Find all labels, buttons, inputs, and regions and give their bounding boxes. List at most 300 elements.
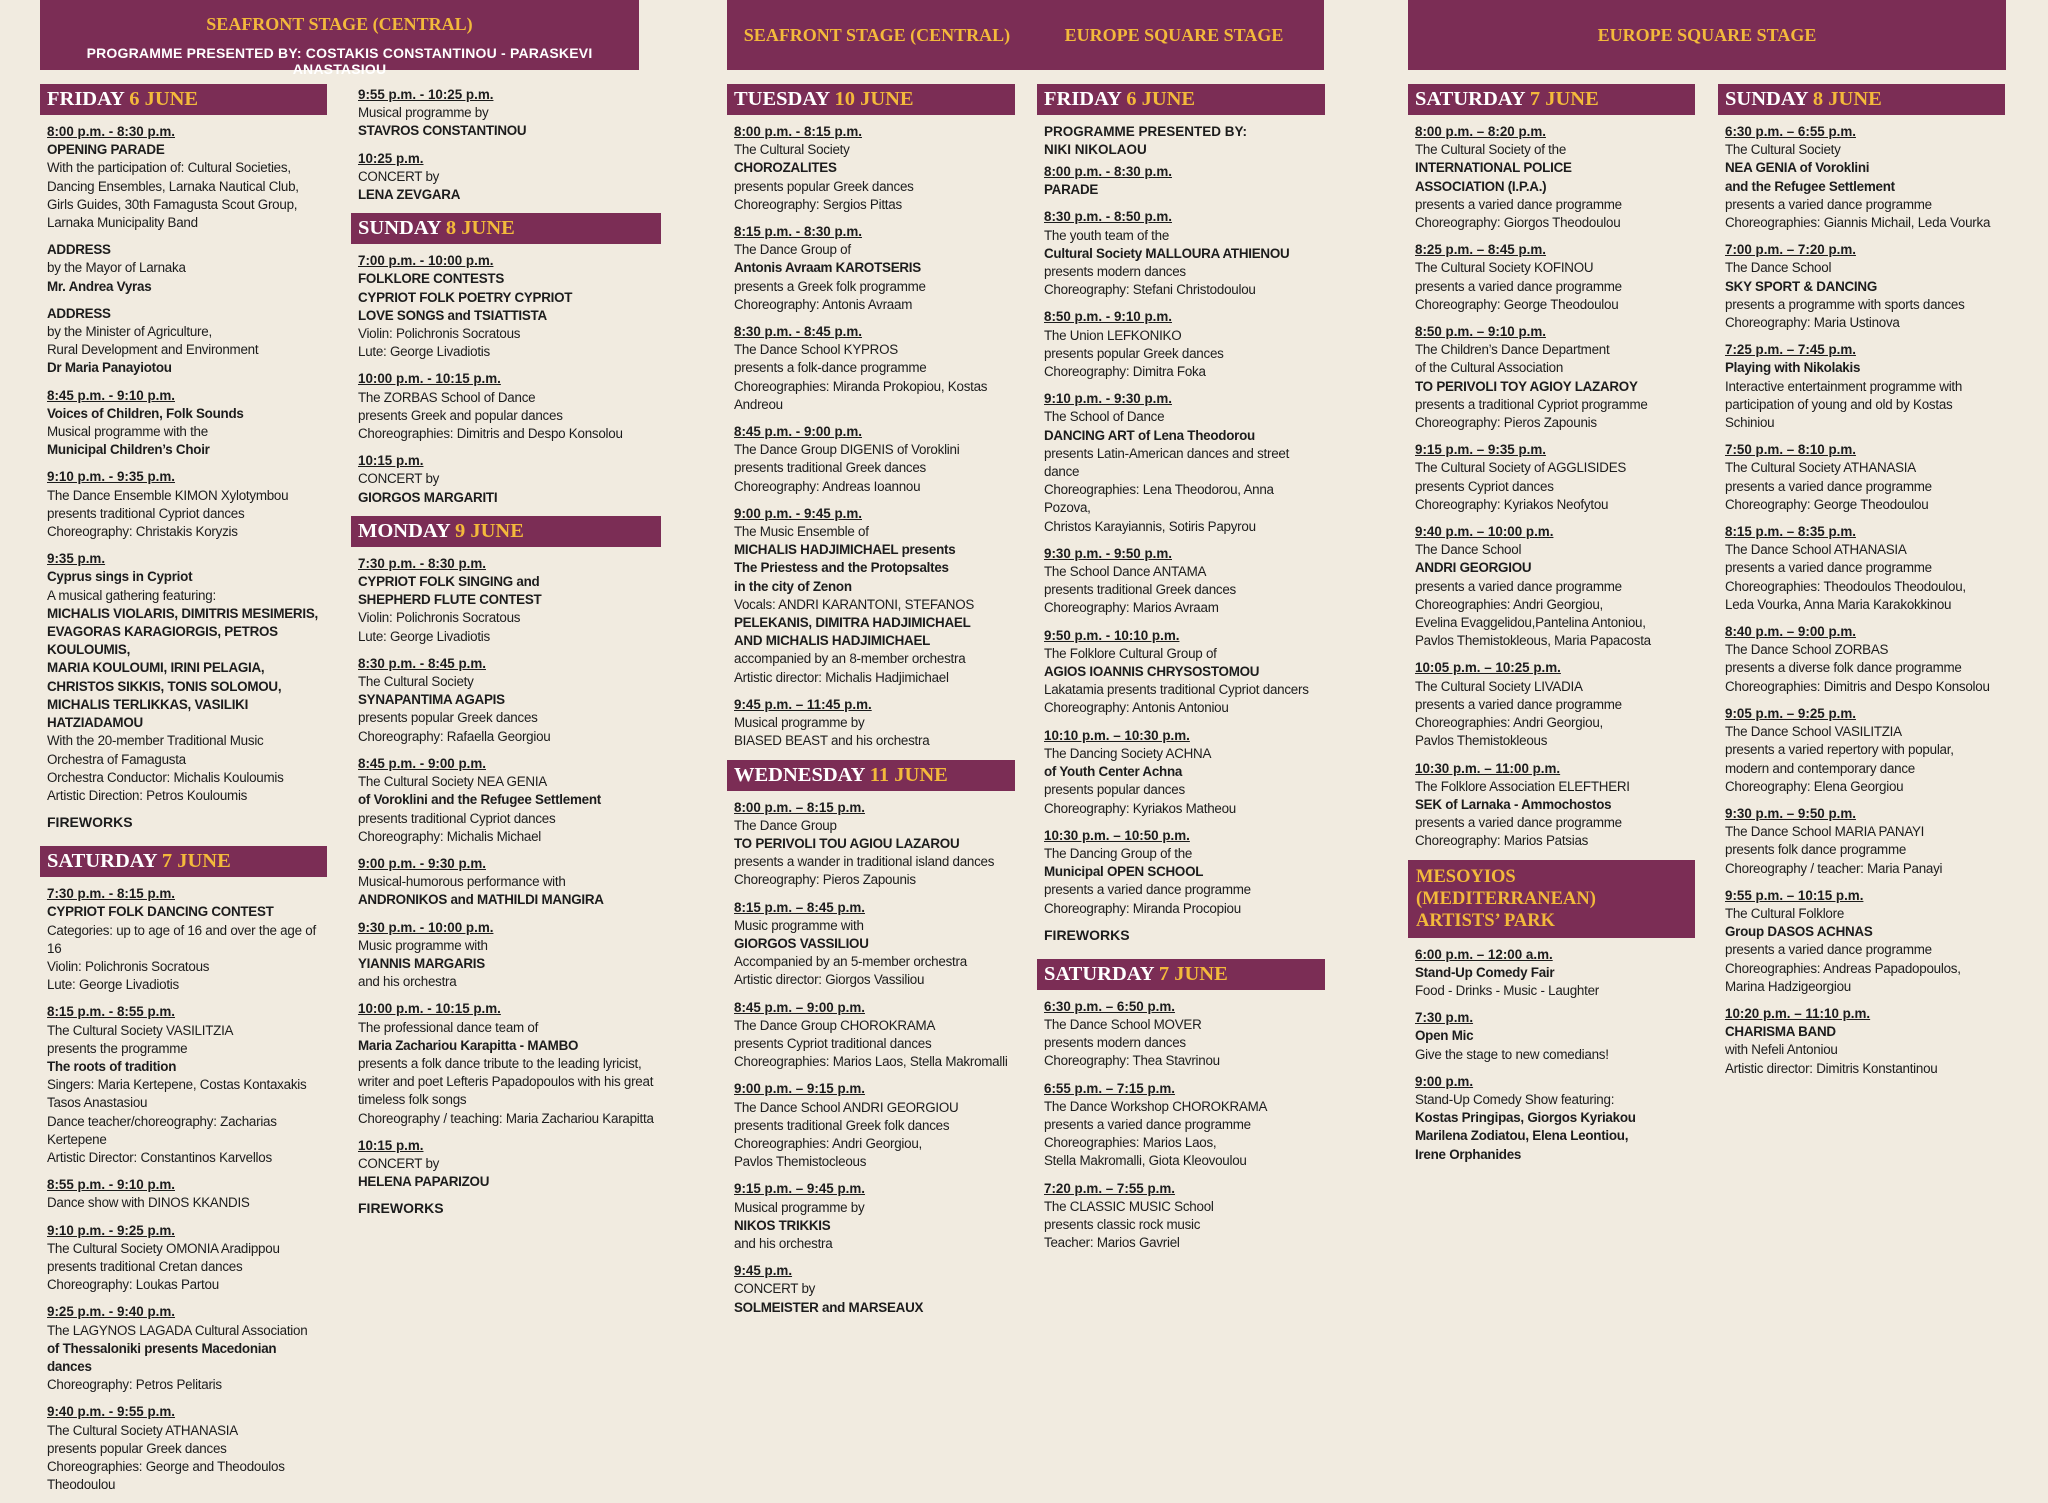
- day-name: WEDNESDAY: [734, 763, 870, 786]
- day-date: 7 JUNE: [1158, 962, 1228, 985]
- event-line: Evelina Evaggelidou,Pantelina Antoniou,: [1415, 615, 1646, 631]
- event-time: 9:25 p.m. - 9:40 p.m.: [47, 1304, 175, 1320]
- event-highlight: of Thessaloniki presents Macedonian dances: [47, 1340, 277, 1374]
- event-highlight: MICHALIS VIOLARIS, DIMITRIS MESIMERIS,: [47, 605, 318, 621]
- fireworks-note: FIREWORKS: [1044, 926, 1130, 943]
- event-time: 9:45 p.m. – 11:45 p.m.: [734, 696, 872, 712]
- event-line: Vocals: ANDRI KARANTONI, STEFANOS: [734, 596, 975, 612]
- event-time: 8:45 p.m. - 9:00 p.m.: [358, 755, 486, 771]
- event-time: 8:45 p.m. - 9:00 p.m.: [734, 424, 862, 440]
- event-line: The Cultural Society LIVADIA: [1415, 678, 1583, 694]
- event-item: [1408, 1009, 1695, 1064]
- day-header: [1037, 84, 1325, 115]
- event-time: 9:10 p.m. - 9:35 p.m.: [47, 469, 175, 485]
- day-name: SUNDAY: [1725, 88, 1813, 110]
- event-time: 10:00 p.m. - 10:15 p.m.: [358, 1001, 501, 1017]
- event-line: presents Greek and popular dances: [358, 407, 563, 423]
- event-line: The Dance School VASILITZIA: [1725, 724, 1902, 740]
- day-date: 6 JUNE: [1126, 88, 1196, 110]
- event-line: Singers: Maria Kertepene, Costas Kontaxakis: [47, 1077, 307, 1093]
- event-time: 9:10 p.m. - 9:30 p.m.: [1044, 391, 1172, 407]
- event-line: Dancing Ensembles, Larnaka Nautical Club,: [47, 178, 299, 194]
- event-item: [1408, 123, 1695, 232]
- event-item: [727, 696, 1015, 751]
- venue-line: MESOYIOS (MEDITERRANEAN): [1416, 866, 1596, 909]
- event-item: [351, 919, 661, 992]
- day-header: [727, 84, 1015, 115]
- schedule-column-6: [1718, 84, 2005, 1087]
- event-time: 9:05 p.m. – 9:25 p.m.: [1725, 705, 1856, 721]
- event-line: Pavlos Themistokleous: [1415, 733, 1548, 749]
- event-line: Choreography: Loukas Partou: [47, 1277, 219, 1293]
- event-highlight: INTERNATIONAL POLICE: [1415, 160, 1572, 176]
- event-item: [1718, 1005, 2005, 1078]
- event-item: [1037, 545, 1325, 618]
- event-item: [40, 1222, 327, 1295]
- day-header: [40, 84, 327, 115]
- event-time: 9:30 p.m. – 9:50 p.m.: [1725, 805, 1856, 821]
- event-line: Choreographies: Lena Theodorou, Anna Pozova,: [1044, 482, 1274, 516]
- event-line: Marina Hadzigeorgiou: [1725, 978, 1852, 994]
- event-line: Music programme with: [734, 917, 864, 933]
- event-line: Artistic director: Dimitris Konstantinou: [1725, 1060, 1938, 1076]
- event-highlight: CYPRIOT FOLK SINGING and: [358, 574, 540, 590]
- event-highlight: Playing with Nikolakis: [1725, 360, 1861, 376]
- event-line: The Cultural Society of the: [1415, 142, 1567, 158]
- event-line: Musical programme with the: [47, 424, 208, 440]
- event-highlight: ANDRONIKOS and MATHILDI MANGIRA: [358, 892, 604, 908]
- event-line: presents a varied dance programme: [1725, 942, 1932, 958]
- event-highlight: Marilena Zodiatou, Elena Leontiou,: [1415, 1128, 1629, 1144]
- event-time: 7:25 p.m. – 7:45 p.m.: [1725, 342, 1856, 358]
- event-time: 8:40 p.m. – 9:00 p.m.: [1725, 624, 1856, 640]
- event-line: Choreographies: Marios Laos,: [1044, 1135, 1217, 1151]
- event-highlight: Open Mic: [1415, 1028, 1474, 1044]
- event-highlight: SEK of Larnaka - Ammochostos: [1415, 796, 1612, 812]
- event-item: [40, 123, 327, 232]
- event-line: presents a varied dance programme: [1415, 696, 1622, 712]
- event-highlight: Municipal Children’s Choir: [47, 442, 210, 458]
- event-line: Musical-humorous performance with: [358, 874, 566, 890]
- event-line: Lute: George Livadiotis: [47, 977, 179, 993]
- event-highlight: of Youth Center Achna: [1044, 764, 1183, 780]
- schedule-column-5: [1408, 84, 1695, 1173]
- event-line: A musical gathering featuring:: [47, 587, 216, 603]
- event-line: The Cultural Society ATHANASIA: [1725, 460, 1916, 476]
- event-time: 8:30 p.m. - 8:50 p.m.: [1044, 209, 1172, 225]
- event-line: Girls Guides, 30th Famagusta Scout Group,: [47, 196, 298, 212]
- event-line: with Nefeli Antoniou: [1725, 1042, 1838, 1058]
- event-time: 8:55 p.m. - 9:10 p.m.: [47, 1177, 175, 1193]
- event-highlight: CYPRIOT FOLK POETRY CYPRIOT: [358, 289, 573, 305]
- event-line: The School of Dance: [1044, 409, 1165, 425]
- day-date: 8 JUNE: [445, 217, 515, 240]
- event-time: 7:00 p.m. – 7:20 p.m.: [1725, 242, 1856, 258]
- event-line: presents a varied dance programme: [1725, 478, 1932, 494]
- event-line: The ZORBAS School of Dance: [358, 389, 536, 405]
- event-highlight: EVAGORAS KARAGIORGIS, PETROS KOULOUMIS,: [47, 624, 278, 658]
- event-time: 9:35 p.m.: [47, 551, 106, 567]
- schedule-column-1: [40, 84, 327, 1503]
- event-time: 8:00 p.m. - 8:30 p.m.: [47, 124, 175, 139]
- event-line: With the participation of: Cultural Societies,: [47, 160, 291, 176]
- event-highlight: PARADE: [1044, 182, 1099, 198]
- event-line: Dance teacher/choreography: Zacharias Kertepene: [47, 1113, 277, 1147]
- stage-banner-europe: [1408, 0, 2006, 70]
- event-line: Choreography: Andreas Ioannou: [734, 478, 921, 494]
- presenters: PROGRAMME PRESENTED BY: COSTAKIS CONSTANTINOU - PARASKEVI ANASTASIOU: [86, 45, 593, 77]
- event-line: presents a wander in traditional island dances: [734, 854, 995, 870]
- event-item: [1037, 1080, 1325, 1171]
- event-line: CONCERT by: [358, 168, 440, 184]
- event-line: presents traditional Cretan dances: [47, 1258, 243, 1274]
- event-time: 9:30 p.m. - 10:00 p.m.: [358, 919, 494, 935]
- event-line: Choreography: Thea Stavrinou: [1044, 1053, 1220, 1069]
- event-line: Choreography: Maria Ustinova: [1725, 315, 1900, 331]
- event-line: The Dance Group DIGENIS of Voroklini: [734, 442, 960, 458]
- event-highlight: MICHALIS HADJIMICHAEL presents: [734, 542, 956, 558]
- event-line: Dance show with DINOS KKANDIS: [47, 1195, 250, 1211]
- day-date: 10 JUNE: [834, 88, 914, 110]
- event-line: Give the stage to new comedians!: [1415, 1046, 1609, 1062]
- stage-banner-seafront-europe: [727, 0, 1324, 70]
- event-time: 7:30 p.m. - 8:30 p.m.: [358, 555, 486, 571]
- event-highlight: DANCING ART of Lena Theodorou: [1044, 427, 1255, 443]
- event-line: Tasos Anastasiou: [47, 1095, 148, 1111]
- event-highlight: MICHALIS TERLIKKAS, VASILIKI HATZIADAMOU: [47, 696, 249, 731]
- event-line: CONCERT by: [734, 1281, 816, 1297]
- event-item: [351, 150, 661, 205]
- event-highlight: SHEPHERD FLUTE CONTEST: [358, 592, 542, 608]
- event-time: 8:50 p.m. - 9:10 p.m.: [1044, 309, 1172, 325]
- event-line: With the 20-member Traditional Music: [47, 733, 264, 749]
- event-line: The Dance School: [1725, 260, 1832, 276]
- event-highlight: GIORGOS VASSILIOU: [734, 935, 869, 951]
- event-item: [351, 452, 661, 507]
- event-line: Choreography: Michalis Michael: [358, 828, 542, 844]
- stage-title: EUROPE SQUARE STAGE: [1597, 25, 1817, 45]
- event-time: 10:25 p.m.: [358, 150, 424, 166]
- event-time: 9:10 p.m. - 9:25 p.m.: [47, 1222, 175, 1238]
- event-item: [1408, 1073, 1695, 1164]
- event-time: 10:15 p.m.: [358, 1137, 424, 1153]
- day-header: [351, 516, 661, 547]
- day-header: [1408, 84, 1695, 115]
- event-highlight: TO PERIVOLI TOU AGIOU LAZAROU: [734, 835, 960, 851]
- fireworks-note: FIREWORKS: [47, 814, 133, 831]
- event-line: CONCERT by: [358, 1155, 440, 1171]
- event-time: 9:55 p.m. – 10:15 p.m.: [1725, 887, 1864, 903]
- day-name: FRIDAY: [47, 88, 130, 110]
- event-line: Food - Drinks - Music - Laughter: [1415, 982, 1599, 998]
- event-line: The Dance School KYPROS: [734, 342, 898, 358]
- event-line: The Dance School: [1415, 542, 1522, 558]
- event-line: presents traditional Greek folk dances: [734, 1117, 950, 1133]
- event-line: Choreographies: Theodoulos Theodoulou,: [1725, 578, 1966, 594]
- event-line: Choreographies: Andri Georgiou,: [1415, 715, 1604, 731]
- event-line: Choreography / teaching: Maria Zachariou Karapitta: [358, 1110, 654, 1126]
- event-line: accompanied by an 8-member orchestra: [734, 651, 966, 667]
- event-line: The Cultural Society ATHANASIA: [47, 1422, 238, 1438]
- event-item: [351, 1137, 661, 1192]
- event-time: 9:00 p.m. – 9:15 p.m.: [734, 1081, 865, 1097]
- event-line: Choreographies: George and Theodoulos Theodoulou: [47, 1459, 285, 1493]
- event-line: Lakatamia presents traditional Cypriot dancers: [1044, 682, 1309, 698]
- event-highlight: Maria Zachariou Karapitta - MAMBO: [358, 1037, 579, 1053]
- day-date: 9 JUNE: [455, 519, 524, 542]
- event-line: Lute: George Livadiotis: [358, 344, 490, 360]
- event-item: [1718, 805, 2005, 878]
- event-line: presents traditional Greek dances: [1044, 582, 1236, 598]
- event-time: 6:00 p.m. – 12:00 a.m.: [1415, 946, 1553, 962]
- event-time: 9:15 p.m. – 9:35 p.m.: [1415, 442, 1546, 458]
- event-line: Artistic Director: Constantinos Karvellos: [47, 1149, 272, 1165]
- event-highlight: HELENA PAPARIZOU: [358, 1174, 490, 1190]
- event-line: Choreography: Rafaella Georgiou: [358, 728, 551, 744]
- event-time: 8:00 p.m. – 8:15 p.m.: [734, 799, 865, 815]
- event-line: The LAGYNOS LAGADA Cultural Association: [47, 1322, 308, 1338]
- event-time: 8:15 p.m. - 8:30 p.m.: [734, 224, 862, 240]
- event-line: The Cultural Society OMONIA Aradippou: [47, 1240, 280, 1256]
- event-item: [727, 505, 1015, 687]
- event-highlight: Kostas Pringipas, Giorgos Kyriakou: [1415, 1110, 1636, 1126]
- event-line: Violin: Polichronis Socratous: [358, 610, 521, 626]
- event-line: Pavlos Themistocleous: [734, 1154, 867, 1170]
- event-item: [1408, 659, 1695, 750]
- event-line: Choreography: Pieros Zapounis: [1415, 415, 1597, 431]
- event-line: Orchestra Conductor: Michalis Kouloumis: [47, 769, 284, 785]
- event-line: presents a programme with sports dances: [1725, 296, 1965, 312]
- event-line: Choreographies: Andri Georgiou,: [734, 1135, 923, 1151]
- event-line: by the Minister of Agriculture,: [47, 324, 212, 340]
- schedule-column-3: [727, 84, 1015, 1326]
- event-highlight: LOVE SONGS and TSIATTISTA: [358, 307, 547, 323]
- event-line: Choreography: Marios Patsias: [1415, 833, 1589, 849]
- event-item: [1408, 523, 1695, 650]
- event-time: 8:15 p.m. – 8:45 p.m.: [734, 899, 865, 915]
- day-date: 7 JUNE: [1529, 88, 1599, 110]
- event-line: Choreography: Antonis Avraam: [734, 296, 913, 312]
- event-line: The youth team of the: [1044, 227, 1170, 243]
- event-line: modern and contemporary dance: [1725, 760, 1916, 776]
- event-line: presents a Greek folk programme: [734, 278, 926, 294]
- event-highlight: FOLKLORE CONTESTS: [358, 271, 505, 287]
- event-time: 7:50 p.m. – 8:10 p.m.: [1725, 442, 1856, 458]
- event-line: Choreographies: Giannis Michail, Leda Vourka: [1725, 215, 1991, 231]
- event-item: [1718, 887, 2005, 996]
- event-highlight: SKY SPORT & DANCING: [1725, 278, 1877, 294]
- fireworks-note: FIREWORKS: [358, 1200, 444, 1217]
- event-line: Pavlos Themistokleous, Maria Papacosta: [1415, 633, 1651, 649]
- event-line: The Dance School ATHANASIA: [1725, 542, 1907, 558]
- event-time: 7:30 p.m. - 8:15 p.m.: [47, 886, 175, 902]
- event-time: 8:00 p.m. – 8:20 p.m.: [1415, 124, 1546, 139]
- event-line: and his orchestra: [734, 1235, 833, 1251]
- event-highlight: ASSOCIATION (I.P.A.): [1415, 178, 1547, 194]
- event-item: [40, 1003, 327, 1167]
- event-line: presents popular Greek dances: [47, 1440, 227, 1456]
- event-item: [1718, 341, 2005, 432]
- event-line: The Cultural Society: [734, 142, 850, 158]
- event-line: Choreographies: Dimitris and Despo Konsolou: [1725, 678, 1990, 694]
- presenter-line: PROGRAMME PRESENTED BY:: [1044, 124, 1248, 139]
- event-time: 7:20 p.m. – 7:55 p.m.: [1044, 1180, 1175, 1196]
- address-item: [40, 241, 327, 296]
- event-highlight: The roots of tradition: [47, 1058, 177, 1074]
- event-item: [351, 86, 661, 141]
- event-line: presents a varied dance programme: [1725, 560, 1932, 576]
- event-highlight: GIORGOS MARGARITI: [358, 489, 498, 505]
- event-line: Teacher: Marios Gavriel: [1044, 1235, 1180, 1251]
- event-item: [727, 323, 1015, 414]
- event-line: presents modern dances: [1044, 264, 1186, 280]
- event-time: 8:30 p.m. - 8:45 p.m.: [358, 655, 486, 671]
- event-line: presents a varied dance programme: [1044, 882, 1251, 898]
- event-line: Rural Development and Environment: [47, 342, 259, 358]
- event-line: presents a varied dance programme: [1415, 196, 1622, 212]
- event-time: 6:55 p.m. – 7:15 p.m.: [1044, 1080, 1175, 1096]
- event-highlight: Antonis Avraam KAROTSERIS: [734, 260, 921, 276]
- event-item: [351, 655, 661, 746]
- event-highlight: and the Refugee Settlement: [1725, 178, 1895, 194]
- event-line: Choreography: Petros Pelitaris: [47, 1377, 222, 1393]
- event-line: The Cultural Society: [1725, 142, 1841, 158]
- event-highlight: CHARISMA BAND: [1725, 1024, 1836, 1040]
- event-highlight: NIKOS TRIKKIS: [734, 1217, 831, 1233]
- event-line: The professional dance team of: [358, 1019, 539, 1035]
- event-highlight: SYNAPANTIMA AGAPIS: [358, 692, 505, 708]
- event-item: [1037, 727, 1325, 818]
- event-line: timeless folk songs: [358, 1092, 467, 1108]
- event-line: Musical programme by: [734, 715, 865, 731]
- event-time: 8:15 p.m. - 8:55 p.m.: [47, 1004, 175, 1020]
- event-line: Accompanied by an 5-member orchestra: [734, 954, 967, 970]
- event-item: [1037, 1180, 1325, 1253]
- event-line: The Cultural Society VASILITZIA: [47, 1022, 234, 1038]
- stage-title-europe: EUROPE SQUARE STAGE: [1064, 25, 1284, 45]
- event-line: The Dance Ensemble KIMON Xylotymbou: [47, 487, 289, 503]
- event-item: [727, 1180, 1015, 1253]
- event-line: and his orchestra: [358, 974, 457, 990]
- event-line: presents popular Greek dances: [734, 178, 914, 194]
- event-line: Lute: George Livadiotis: [358, 628, 490, 644]
- event-time: 9:00 p.m. - 9:30 p.m.: [358, 855, 486, 871]
- presenter-line: NIKI NIKOLAOU: [1044, 142, 1147, 157]
- event-line: The Cultural Society: [358, 674, 474, 690]
- event-line: The Dance Workshop CHOROKRAMA: [1044, 1098, 1268, 1114]
- event-line: Choreography: Kyriakos Neofytou: [1415, 496, 1609, 512]
- event-time: 6:30 p.m. – 6:50 p.m.: [1044, 998, 1175, 1014]
- event-line: presents Latin-American dances and street dance: [1044, 445, 1290, 480]
- event-highlight: YIANNIS MARGARIS: [358, 955, 485, 971]
- event-line: Choreography: Elena Georgiou: [1725, 778, 1904, 794]
- event-line: Choreography: George Theodoulou: [1415, 296, 1619, 312]
- event-line: presents traditional Cypriot dances: [47, 505, 245, 521]
- event-line: presents a varied dance programme: [1415, 815, 1622, 831]
- event-time: 10:15 p.m.: [358, 453, 424, 469]
- event-line: presents a varied repertory with popular,: [1725, 742, 1954, 758]
- stage-title: SEAFRONT STAGE (CENTRAL): [206, 14, 473, 34]
- event-item: [40, 1303, 327, 1394]
- event-time: 10:00 p.m. - 10:15 p.m.: [358, 371, 501, 387]
- event-line: Choreography: Kyriakos Matheou: [1044, 800, 1236, 816]
- event-item: [40, 550, 327, 805]
- event-line: The Cultural Society NEA GENIA: [358, 774, 547, 790]
- event-item: [1037, 163, 1325, 199]
- event-highlight: LENA ZEVGARA: [358, 187, 461, 203]
- event-highlight: AND MICHALIS HADJIMICHAEL: [734, 633, 931, 649]
- event-line: Choreography: Marios Avraam: [1044, 600, 1219, 616]
- day-header: [40, 846, 327, 877]
- event-line: The Music Ensemble of: [734, 524, 869, 540]
- event-time: 9:30 p.m. - 9:50 p.m.: [1044, 545, 1172, 561]
- schedule-column-4: [1037, 84, 1325, 1261]
- event-highlight: CHRISTOS SIKKIS, TONIS SOLOMOU,: [47, 678, 282, 694]
- event-highlight: CYPRIOT FOLK DANCING CONTEST: [47, 904, 274, 920]
- event-line: presents a folk dance tribute to the leading lyricist,: [358, 1055, 642, 1071]
- event-item: [40, 885, 327, 994]
- event-time: 9:55 p.m. - 10:25 p.m.: [358, 87, 494, 102]
- day-name: SATURDAY: [1415, 88, 1530, 110]
- event-line: Artistic Direction: Petros Kouloumis: [47, 787, 248, 803]
- event-line: The CLASSIC MUSIC School: [1044, 1198, 1214, 1214]
- event-line: presents popular Greek dances: [358, 710, 538, 726]
- event-line: Choreographies: Marios Laos, Stella Makromalli: [734, 1054, 1008, 1070]
- event-time: 7:30 p.m.: [1415, 1010, 1474, 1026]
- event-line: writer and poet Lefteris Papadopoulos with his great: [358, 1074, 654, 1090]
- event-item: [1408, 441, 1695, 514]
- event-item: [1718, 623, 2005, 696]
- day-header: [351, 213, 661, 244]
- event-line: The Cultural Society KOFINOU: [1415, 260, 1594, 276]
- event-highlight: SOLMEISTER and MARSEAUX: [734, 1299, 924, 1315]
- day-header: [727, 760, 1015, 791]
- event-line: Choreography: Stefani Christodoulou: [1044, 282, 1256, 298]
- day-date: 6 JUNE: [129, 88, 199, 110]
- event-item: [727, 799, 1015, 890]
- event-highlight: MARIA KOULOUMI, IRINI PELAGIA,: [47, 660, 265, 676]
- event-highlight: TO PERIVOLI TOY AGIOY LAZAROY: [1415, 378, 1638, 394]
- event-time: 8:00 p.m. - 8:15 p.m.: [734, 124, 862, 139]
- event-highlight: in the city of Zenon: [734, 578, 852, 594]
- event-line: presents Cypriot dances: [1415, 478, 1554, 494]
- event-item: [1037, 627, 1325, 718]
- event-line: Music programme with: [358, 937, 488, 953]
- event-line: The Union LEFKONIKO: [1044, 327, 1182, 343]
- stage-title-seafront: SEAFRONT STAGE (CENTRAL): [743, 25, 1011, 45]
- event-time: 6:30 p.m. – 6:55 p.m.: [1725, 124, 1856, 139]
- venue-line: ARTISTS’ PARK: [1416, 910, 1555, 931]
- event-highlight: Municipal OPEN SCHOOL: [1044, 864, 1204, 880]
- day-name: MONDAY: [358, 519, 455, 542]
- event-item: [351, 555, 661, 646]
- event-highlight: Mr. Andrea Vyras: [47, 278, 152, 294]
- event-item: [1408, 323, 1695, 432]
- event-item: [727, 223, 1015, 314]
- event-line: Choreography: Pieros Zapounis: [734, 872, 916, 888]
- event-line: The Dance Group CHOROKRAMA: [734, 1017, 936, 1033]
- event-highlight: NEA GENIA of Voroklini: [1725, 160, 1870, 176]
- event-line: presents modern dances: [1044, 1035, 1186, 1051]
- stage-banner-seafront: [40, 0, 639, 77]
- event-line: Larnaka Municipality Band: [47, 215, 198, 231]
- event-highlight: AGIOS IOANNIS CHRYSOSTOMOU: [1044, 664, 1260, 680]
- event-item: [727, 423, 1015, 496]
- event-highlight: Stand-Up Comedy Fair: [1415, 964, 1555, 980]
- event-line: presents traditional Cypriot dances: [358, 810, 556, 826]
- event-highlight: CHOROZALITES: [734, 160, 837, 176]
- event-item: [1037, 208, 1325, 299]
